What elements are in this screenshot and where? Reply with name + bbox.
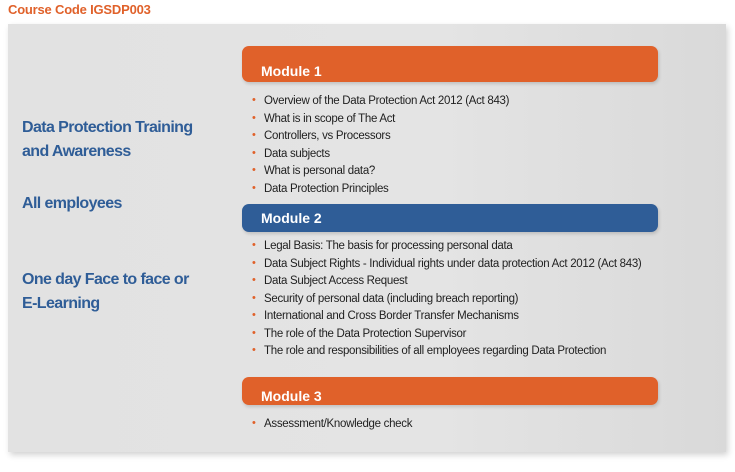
bullet-icon: •	[252, 129, 256, 141]
list-item: • Controllers, vs Processors	[252, 128, 509, 146]
list-item: • Data Protection Principles	[252, 181, 509, 199]
delivery-line1: One day Face to face or	[22, 271, 189, 288]
bullet-icon: •	[252, 344, 256, 356]
module-2-title: Module 2	[261, 210, 322, 226]
module-3-header	[242, 377, 658, 405]
delivery-line2: E-Learning	[22, 295, 100, 312]
bullet-icon: •	[252, 309, 256, 321]
list-item: • Legal Basis: The basis for processing personal data	[252, 238, 641, 256]
bullet-icon: •	[252, 274, 256, 286]
audience: All employees	[22, 195, 122, 212]
bullet-icon: •	[252, 417, 256, 429]
module-1-header	[242, 46, 658, 82]
bullet-icon: •	[252, 256, 256, 269]
module-2-header	[242, 204, 658, 232]
module-3-title: Module 3	[261, 388, 322, 404]
module-2-list	[252, 238, 641, 361]
module-1-list	[252, 93, 509, 198]
list-item: • What is in scope of The Act	[252, 111, 509, 129]
bullet-icon: •	[252, 291, 256, 304]
course-code: Course Code IGSDP003	[8, 2, 151, 17]
course-title-line2: and Awareness	[22, 143, 131, 160]
list-item: • Overview of the Data Protection Act 2012 (Act 843)	[252, 93, 509, 111]
list-item: • International and Cross Border Transfer Mechanisms	[252, 308, 641, 326]
bullet-icon: •	[252, 94, 256, 106]
list-item: • The role of the Data Protection Supervisor	[252, 326, 641, 344]
bullet-icon: •	[252, 181, 256, 194]
list-item: • Security of personal data (including breach reporting)	[252, 291, 641, 309]
course-title-line1: Data Protection Training	[22, 119, 193, 136]
list-item: • Data subjects	[252, 146, 509, 164]
module-3-list	[252, 416, 412, 434]
list-item: • Data Subject Rights - Individual rights under data protection Act 2012 (Act 843)	[252, 256, 641, 274]
bullet-icon: •	[252, 239, 256, 251]
list-item: • Assessment/Knowledge check	[252, 416, 412, 434]
list-item: • The role and responsibilities of all employees regarding Data Protection	[252, 343, 641, 361]
list-item: • What is personal data?	[252, 163, 509, 181]
delivery-method	[22, 268, 189, 316]
bullet-icon: •	[252, 146, 256, 159]
bullet-icon: •	[252, 111, 256, 124]
bullet-icon: •	[252, 164, 256, 176]
list-item: • Data Subject Access Request	[252, 273, 641, 291]
bullet-icon: •	[252, 326, 256, 339]
module-1-title: Module 1	[261, 63, 322, 79]
course-title	[22, 116, 193, 164]
